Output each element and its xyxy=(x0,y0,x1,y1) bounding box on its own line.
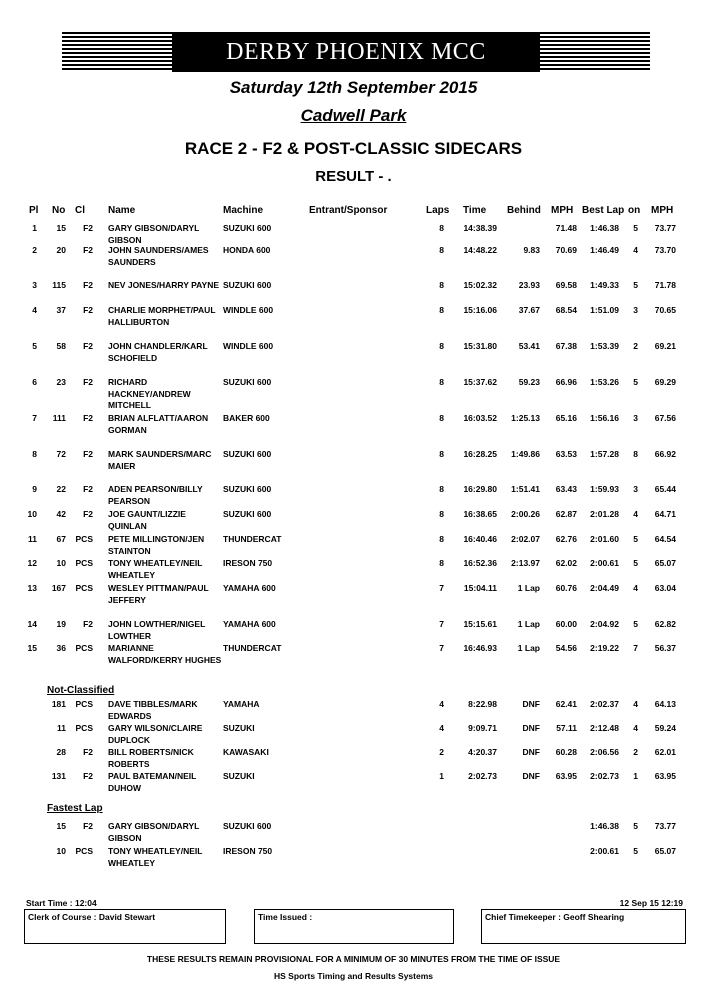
cell-no: 67 xyxy=(56,534,66,544)
cell-no: 15 xyxy=(56,223,66,233)
cell-best: 1:53.39 xyxy=(590,341,619,351)
cell-machine: SUZUKI 600 xyxy=(223,223,272,233)
cell-time: 15:37.62 xyxy=(463,377,497,387)
cell-mph: 66.96 xyxy=(555,377,577,387)
cell-on: 4 xyxy=(633,583,638,593)
cell-no: 19 xyxy=(56,619,66,629)
cell-best: 2:01.28 xyxy=(590,509,619,519)
cell-bmph: 65.44 xyxy=(654,484,676,494)
cell-name: PETE MILLINGTON/JEN STAINTON xyxy=(108,534,205,556)
cell-machine: SUZUKI 600 xyxy=(223,821,272,831)
cell-behind: 1:25.13 xyxy=(511,413,540,423)
cell-mph: 63.53 xyxy=(555,449,577,459)
cell-pl: 4 xyxy=(32,305,37,315)
cell-laps: 8 xyxy=(439,509,444,519)
cell-machine: SUZUKI 600 xyxy=(223,280,272,290)
cell-machine: BAKER 600 xyxy=(223,413,270,423)
cell-machine: WINDLE 600 xyxy=(223,341,274,351)
cell-machine: IRESON 750 xyxy=(223,558,273,568)
cell-name: JOHN LOWTHER/NIGEL LOWTHER xyxy=(108,619,206,641)
cell-cl: PCS xyxy=(75,534,93,544)
cell-best: 2:04.49 xyxy=(590,583,619,593)
col-no: No xyxy=(52,205,66,216)
cell-cl: F2 xyxy=(83,223,93,233)
cell-cl: F2 xyxy=(83,771,93,781)
cell-no: 42 xyxy=(56,509,66,519)
cell-mph: 67.38 xyxy=(555,341,577,351)
cell-laps: 7 xyxy=(439,643,444,653)
cell-behind: DNF xyxy=(522,699,540,709)
cell-behind: 1:49.86 xyxy=(511,449,540,459)
cell-cl: F2 xyxy=(83,509,93,519)
cell-time: 4:20.37 xyxy=(468,747,497,757)
cell-machine: HONDA 600 xyxy=(223,245,271,255)
cell-machine: THUNDERCAT xyxy=(223,643,282,653)
cell-best: 1:51.09 xyxy=(590,305,619,315)
col-machine: Machine xyxy=(223,205,264,216)
cell-pl: 3 xyxy=(32,280,37,290)
cell-pl: 13 xyxy=(27,583,37,593)
cell-best: 2:19.22 xyxy=(590,643,619,653)
cell-mph: 62.02 xyxy=(555,558,577,568)
cell-behind: 23.93 xyxy=(518,280,540,290)
cell-best: 1:46.38 xyxy=(590,821,619,831)
chief-timekeeper: Chief Timekeeper : Geoff Shearing xyxy=(485,912,625,922)
cell-name: GARY GIBSON/DARYL GIBSON xyxy=(108,223,200,245)
cell-bmph: 64.54 xyxy=(654,534,676,544)
cell-pl: 8 xyxy=(32,449,37,459)
col-laps: Laps xyxy=(426,205,450,216)
cell-best: 1:46.49 xyxy=(590,245,619,255)
signature-boxes xyxy=(24,909,686,944)
col-on: on xyxy=(628,205,641,216)
cell-no: 111 xyxy=(52,413,66,423)
cell-best: 1:57.28 xyxy=(590,449,619,459)
cell-no: 37 xyxy=(56,305,66,315)
cell-bmph: 69.29 xyxy=(654,377,676,387)
cell-behind: DNF xyxy=(522,771,540,781)
cell-behind: 2:00.26 xyxy=(511,509,540,519)
cell-bmph: 73.70 xyxy=(654,245,676,255)
cell-best: 1:49.33 xyxy=(590,280,619,290)
cell-name: GARY GIBSON/DARYL GIBSON xyxy=(108,821,200,843)
event-date: Saturday 12th September 2015 xyxy=(229,78,478,97)
cell-behind: 1 Lap xyxy=(517,583,540,593)
cell-machine: SUZUKI 600 xyxy=(223,449,272,459)
cell-time: 16:28.25 xyxy=(463,449,497,459)
cell-on: 5 xyxy=(633,280,638,290)
cell-laps: 8 xyxy=(439,534,444,544)
cell-machine: IRESON 750 xyxy=(223,846,273,856)
cell-best: 2:00.61 xyxy=(590,846,619,856)
cell-mph: 68.54 xyxy=(555,305,577,315)
cell-name: WESLEY PITTMAN/PAUL JEFFERY xyxy=(108,583,209,605)
cell-laps: 7 xyxy=(439,619,444,629)
cell-on: 1 xyxy=(633,771,638,781)
cell-on: 2 xyxy=(633,341,638,351)
cell-laps: 8 xyxy=(439,280,444,290)
cell-machine: SUZUKI xyxy=(223,723,255,733)
cell-cl: F2 xyxy=(83,821,93,831)
cell-no: 10 xyxy=(56,558,66,568)
col-cl: Cl xyxy=(75,205,85,216)
cell-time: 15:16.06 xyxy=(463,305,497,315)
cell-time: 16:52.36 xyxy=(463,558,497,568)
cell-behind: 9.83 xyxy=(523,245,540,255)
cell-pl: 6 xyxy=(32,377,37,387)
cell-laps: 8 xyxy=(439,377,444,387)
cell-mph: 60.00 xyxy=(555,619,577,629)
cell-behind: 2:02.07 xyxy=(511,534,540,544)
cell-on: 2 xyxy=(633,747,638,757)
cell-name: JOE GAUNT/LIZZIE QUINLAN xyxy=(108,509,186,531)
club-banner xyxy=(62,32,650,72)
cell-pl: 1 xyxy=(32,223,37,233)
cell-behind: 37.67 xyxy=(518,305,540,315)
cell-behind: 59.23 xyxy=(518,377,540,387)
cell-laps: 8 xyxy=(439,341,444,351)
cell-no: 115 xyxy=(52,280,66,290)
cell-mph: 62.41 xyxy=(555,699,577,709)
cell-cl: F2 xyxy=(83,377,93,387)
cell-on: 7 xyxy=(633,643,638,653)
cell-no: 20 xyxy=(56,245,66,255)
cell-time: 14:38.39 xyxy=(463,223,497,233)
cell-time: 15:15.61 xyxy=(463,619,497,629)
cell-no: 181 xyxy=(51,699,66,709)
col-entrant: Entrant/Sponsor xyxy=(309,205,388,216)
timekeeper-box xyxy=(481,909,686,944)
cell-machine: THUNDERCAT xyxy=(223,534,282,544)
cell-mph: 70.69 xyxy=(555,245,577,255)
cell-name: TONY WHEATLEY/NEIL WHEATLEY xyxy=(108,846,203,868)
cell-cl: F2 xyxy=(83,305,93,315)
cell-bmph: 64.13 xyxy=(654,699,676,709)
cell-laps: 8 xyxy=(439,413,444,423)
cell-name: JOHN CHANDLER/KARL SCHOFIELD xyxy=(108,341,208,363)
cell-mph: 60.76 xyxy=(555,583,577,593)
cell-bmph: 73.77 xyxy=(654,223,676,233)
cell-laps: 8 xyxy=(439,305,444,315)
cell-no: 36 xyxy=(56,643,66,653)
cell-machine: YAMAHA 600 xyxy=(223,619,276,629)
cell-machine: SUZUKI 600 xyxy=(223,377,272,387)
cell-time: 16:38.65 xyxy=(463,509,497,519)
cell-mph: 62.76 xyxy=(555,534,577,544)
cell-behind: 1 Lap xyxy=(517,619,540,629)
cell-cl: PCS xyxy=(75,558,93,568)
cell-laps: 8 xyxy=(439,223,444,233)
cell-no: 10 xyxy=(56,846,66,856)
cell-no: 58 xyxy=(56,341,66,351)
cell-cl: F2 xyxy=(83,341,93,351)
cell-on: 5 xyxy=(633,619,638,629)
cell-on: 5 xyxy=(633,223,638,233)
cell-laps: 8 xyxy=(439,245,444,255)
cell-time: 15:31.80 xyxy=(463,341,497,351)
cell-laps: 1 xyxy=(439,771,444,781)
cell-time: 8:22.98 xyxy=(468,699,497,709)
cell-cl: PCS xyxy=(75,699,93,709)
cell-mph: 60.28 xyxy=(555,747,577,757)
cell-time: 2:02.73 xyxy=(468,771,497,781)
cell-mph: 57.11 xyxy=(556,723,577,733)
cell-mph: 71.48 xyxy=(555,223,577,233)
cell-cl: F2 xyxy=(83,280,93,290)
col-best-lap: Best Lap xyxy=(582,205,625,216)
col-best-mph: MPH xyxy=(651,205,674,216)
cell-on: 5 xyxy=(633,534,638,544)
cell-name: RICHARD HACKNEY/ANDREW MITCHELL xyxy=(108,377,191,410)
cell-laps: 2 xyxy=(439,747,444,757)
cell-bmph: 65.07 xyxy=(654,846,676,856)
cell-time: 16:03.52 xyxy=(463,413,497,423)
cell-pl: 11 xyxy=(28,534,37,544)
cell-on: 4 xyxy=(633,723,638,733)
cell-machine: SUZUKI 600 xyxy=(223,509,272,519)
cell-behind: 1:51.41 xyxy=(511,484,540,494)
cell-name: CHARLIE MORPHET/PAUL HALLIBURTON xyxy=(108,305,216,327)
cell-on: 4 xyxy=(633,699,638,709)
cell-bmph: 65.07 xyxy=(654,558,676,568)
cell-time: 16:46.93 xyxy=(463,643,497,653)
cell-behind: 53.41 xyxy=(518,341,540,351)
cell-name: JOHN SAUNDERS/AMES SAUNDERS xyxy=(108,245,209,267)
clerk-box xyxy=(24,909,226,944)
cell-on: 5 xyxy=(633,558,638,568)
cell-mph: 54.56 xyxy=(555,643,577,653)
cell-laps: 4 xyxy=(439,723,444,733)
cell-time: 16:40.46 xyxy=(463,534,497,544)
cell-cl: PCS xyxy=(75,583,93,593)
cell-on: 5 xyxy=(633,821,638,831)
cell-on: 5 xyxy=(633,377,638,387)
col-pl: Pl xyxy=(29,205,39,216)
cell-mph: 63.95 xyxy=(555,771,577,781)
cell-bmph: 62.01 xyxy=(654,747,676,757)
cell-name: TONY WHEATLEY/NEIL WHEATLEY xyxy=(108,558,203,580)
cell-bmph: 70.65 xyxy=(654,305,676,315)
cell-on: 3 xyxy=(633,413,638,423)
cell-machine: YAMAHA 600 xyxy=(223,583,276,593)
not-classified-heading: Not-Classified xyxy=(47,685,115,696)
cell-cl: PCS xyxy=(75,643,93,653)
cell-name: ADEN PEARSON/BILLY PEARSON xyxy=(108,484,203,506)
cell-pl: 15 xyxy=(27,643,37,653)
cell-time: 15:02.32 xyxy=(463,280,497,290)
cell-best: 2:06.56 xyxy=(590,747,619,757)
cell-bmph: 69.21 xyxy=(654,341,676,351)
cell-bmph: 63.95 xyxy=(654,771,676,781)
cell-bmph: 62.82 xyxy=(654,619,676,629)
cell-no: 15 xyxy=(56,821,66,831)
cell-bmph: 66.92 xyxy=(654,449,676,459)
cell-behind: DNF xyxy=(522,723,540,733)
cell-bmph: 56.37 xyxy=(654,643,676,653)
cell-no: 131 xyxy=(51,771,66,781)
cell-no: 22 xyxy=(56,484,66,494)
provisional-note: THESE RESULTS REMAIN PROVISIONAL FOR A MINIMUM OF 30 MINUTES FROM THE TIME OF ISSUE xyxy=(146,954,561,964)
cell-no: 72 xyxy=(56,449,66,459)
cell-machine: SUZUKI 600 xyxy=(223,484,272,494)
cell-laps: 8 xyxy=(439,484,444,494)
col-time: Time xyxy=(463,205,487,216)
cell-name: NEV JONES/HARRY PAYNE xyxy=(108,280,220,290)
cell-cl: F2 xyxy=(83,245,93,255)
timing-system: HS Sports Timing and Results Systems xyxy=(273,971,434,981)
club-title: DERBY PHOENIX MCC xyxy=(172,32,540,72)
cell-cl: F2 xyxy=(83,619,93,629)
cell-mph: 65.16 xyxy=(555,413,577,423)
cell-best: 2:02.37 xyxy=(590,699,619,709)
cell-on: 8 xyxy=(633,449,638,459)
cell-machine: WINDLE 600 xyxy=(223,305,274,315)
cell-cl: PCS xyxy=(75,846,93,856)
cell-no: 167 xyxy=(51,583,66,593)
cell-behind: 2:13.97 xyxy=(511,558,540,568)
col-behind: Behind xyxy=(507,205,541,216)
time-issued: Time Issued : xyxy=(258,912,313,922)
cell-pl: 5 xyxy=(32,341,37,351)
cell-best: 2:00.61 xyxy=(590,558,619,568)
cell-bmph: 63.04 xyxy=(654,583,676,593)
race-title: RACE 2 - F2 & POST-CLASSIC SIDECARS xyxy=(184,139,523,158)
cell-machine: SUZUKI xyxy=(223,771,255,781)
cell-name: BILL ROBERTS/NICK ROBERTS xyxy=(108,747,194,769)
cell-time: 9:09.71 xyxy=(468,723,497,733)
cell-behind: DNF xyxy=(522,747,540,757)
cell-laps: 8 xyxy=(439,558,444,568)
cell-best: 2:04.92 xyxy=(590,619,619,629)
cell-pl: 2 xyxy=(32,245,37,255)
cell-bmph: 73.77 xyxy=(654,821,676,831)
cell-on: 4 xyxy=(633,245,638,255)
result-heading: RESULT - . xyxy=(315,168,392,185)
cell-time: 16:29.80 xyxy=(463,484,497,494)
cell-cl: F2 xyxy=(83,413,93,423)
col-mph: MPH xyxy=(551,205,574,216)
cell-cl: F2 xyxy=(83,484,93,494)
cell-pl: 9 xyxy=(32,484,37,494)
cell-bmph: 67.56 xyxy=(654,413,676,423)
cell-cl: PCS xyxy=(75,723,93,733)
cell-laps: 7 xyxy=(439,583,444,593)
cell-pl: 7 xyxy=(32,413,37,423)
cell-best: 1:53.26 xyxy=(590,377,619,387)
cell-no: 23 xyxy=(56,377,66,387)
cell-name: MARK SAUNDERS/MARC MAIER xyxy=(108,449,212,471)
cell-pl: 10 xyxy=(27,509,37,519)
cell-name: BRIAN ALFLATT/AARON GORMAN xyxy=(108,413,209,435)
cell-mph: 63.43 xyxy=(555,484,577,494)
cell-name: PAUL BATEMAN/NEIL DUHOW xyxy=(108,771,197,793)
cell-on: 3 xyxy=(633,484,638,494)
cell-cl: F2 xyxy=(83,747,93,757)
cell-on: 4 xyxy=(633,509,638,519)
cell-cl: F2 xyxy=(83,449,93,459)
cell-name: DAVE TIBBLES/MARK EDWARDS xyxy=(108,699,198,721)
cell-behind: 1 Lap xyxy=(517,643,540,653)
cell-machine: KAWASAKI xyxy=(223,747,269,757)
cell-mph: 62.87 xyxy=(555,509,577,519)
cell-no: 28 xyxy=(56,747,66,757)
event-venue: Cadwell Park xyxy=(300,106,407,125)
col-name: Name xyxy=(108,205,136,216)
print-timestamp: 12 Sep 15 12:19 xyxy=(619,898,683,908)
cell-machine: YAMAHA xyxy=(223,699,260,709)
start-time: Start Time : 12:04 xyxy=(26,898,97,908)
cell-name: GARY WILSON/CLAIRE DUPLOCK xyxy=(108,723,203,745)
cell-bmph: 71.78 xyxy=(654,280,676,290)
cell-best: 1:59.93 xyxy=(590,484,619,494)
cell-best: 2:02.73 xyxy=(590,771,619,781)
cell-laps: 8 xyxy=(439,449,444,459)
cell-time: 15:04.11 xyxy=(463,583,497,593)
cell-bmph: 64.71 xyxy=(654,509,676,519)
cell-best: 1:56.16 xyxy=(590,413,619,423)
cell-pl: 12 xyxy=(27,558,37,568)
cell-on: 3 xyxy=(633,305,638,315)
column-headers xyxy=(0,205,707,219)
cell-time: 14:48.22 xyxy=(463,245,497,255)
cell-on: 5 xyxy=(633,846,638,856)
cell-name: MARIANNE WALFORD/KERRY HUGHES xyxy=(108,643,222,665)
cell-laps: 4 xyxy=(439,699,444,709)
cell-bmph: 59.24 xyxy=(654,723,676,733)
cell-best: 2:12.48 xyxy=(590,723,619,733)
clerk-of-course: Clerk of Course : David Stewart xyxy=(28,912,156,922)
cell-mph: 69.58 xyxy=(555,280,577,290)
cell-best: 1:46.38 xyxy=(590,223,619,233)
cell-pl: 14 xyxy=(27,619,37,629)
cell-best: 2:01.60 xyxy=(590,534,619,544)
fastest-lap-heading: Fastest Lap xyxy=(47,803,103,814)
time-issued-box xyxy=(254,909,454,944)
cell-no: 11 xyxy=(57,723,66,733)
